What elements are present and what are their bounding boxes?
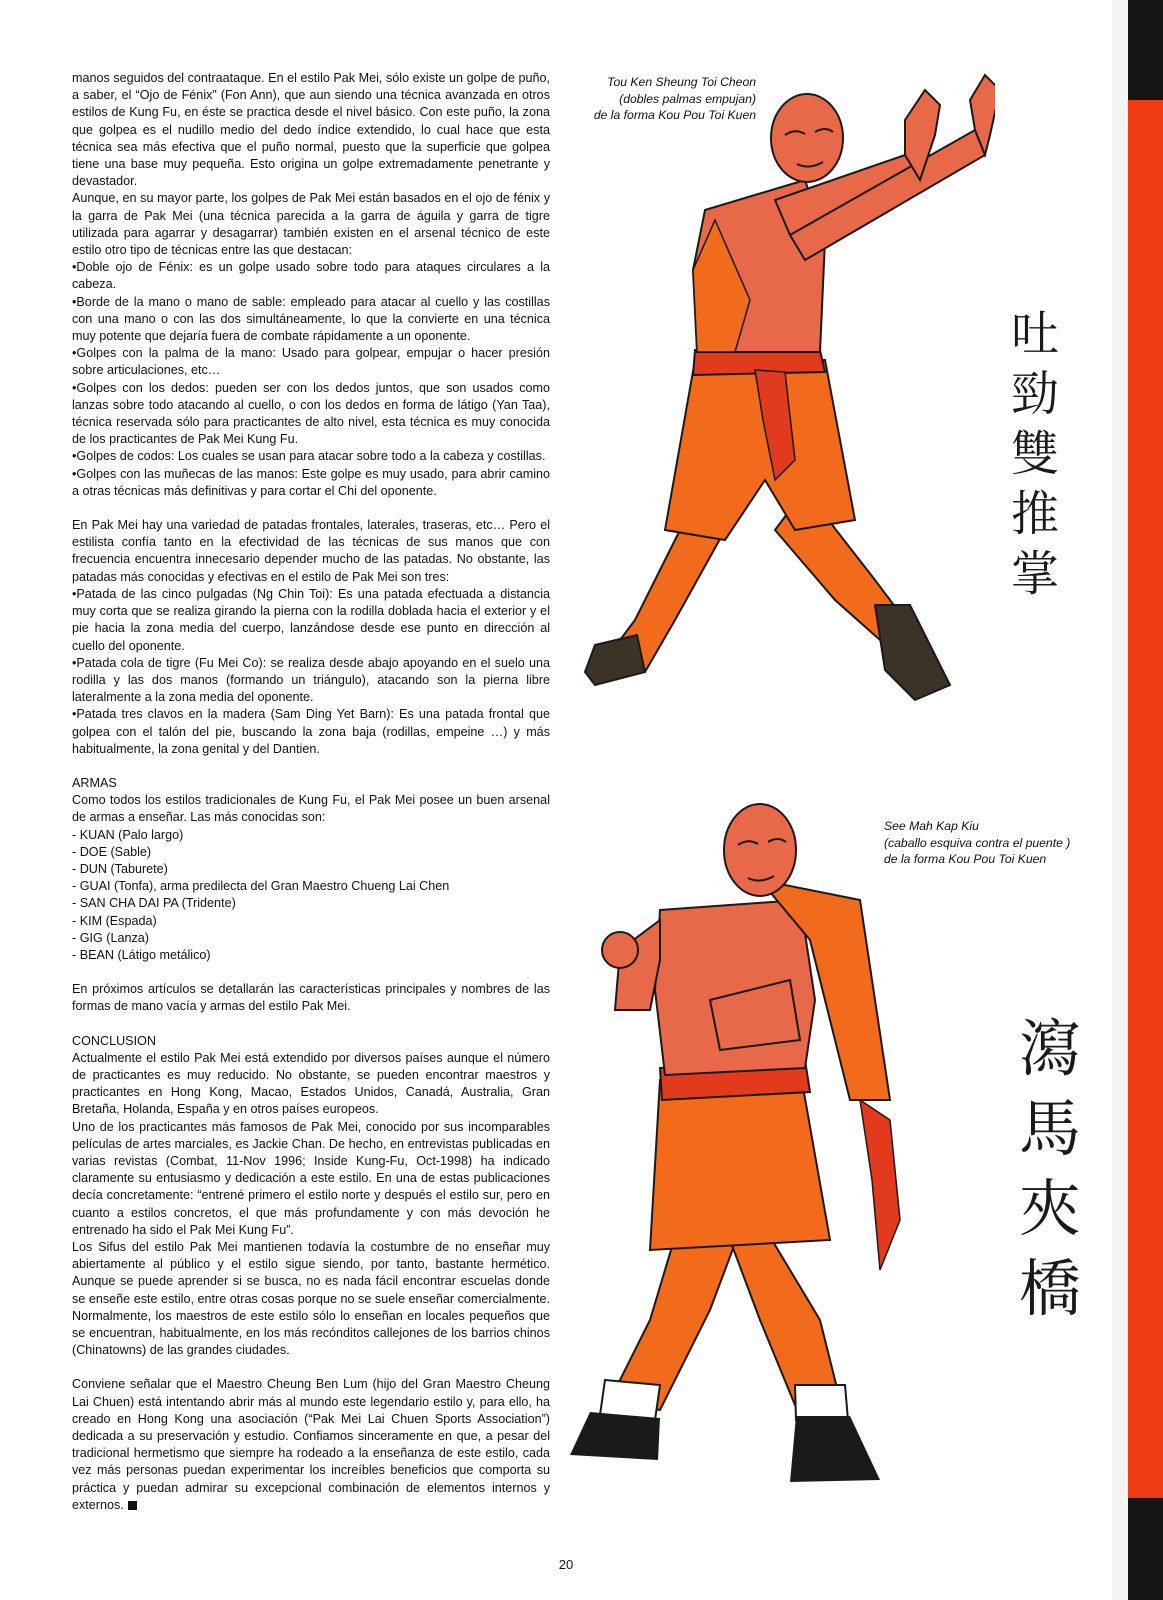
calligraphy-char: 橋 bbox=[1018, 1252, 1082, 1325]
calligraphy-char: 雙 bbox=[1010, 426, 1060, 482]
weapon-item: - KUAN (Palo largo) bbox=[72, 827, 184, 842]
weapon-item: - GUAI (Tonfa), arma predilecta del Gran Maestro Chueng Lai Chen bbox=[72, 879, 450, 894]
calligraphy-char: 掌 bbox=[1010, 546, 1060, 602]
weapon-item: - BEAN (Látigo metálico) bbox=[72, 947, 211, 962]
paragraph: En Pak Mei hay una variedad de patadas frontales, laterales, traseras, etc… Pero el estilista confía tanto en la efectividad de las técnicas de sus manos que con frecuencia encuentra innecesario depender mucho de las patadas. No obstante, las patadas más conocidas y efectivas en el estilo de Pak Mei son tres: bbox=[72, 518, 550, 584]
bullet-item: •Doble ojo de Fénix: es un golpe usado sobre todo para ataques circulares a la cabeza. bbox=[72, 260, 550, 292]
caption-line: Tou Ken Sheung Toi Cheon bbox=[607, 75, 756, 89]
page-edge-dark-top bbox=[1128, 0, 1163, 100]
calligraphy-char: 夾 bbox=[1018, 1172, 1082, 1245]
calligraphy-char: 瀉 bbox=[1018, 1012, 1082, 1085]
section-heading-conclusion: CONCLUSION bbox=[72, 1033, 156, 1048]
calligraphy-2 bbox=[1000, 1010, 1100, 1360]
page-edge-red bbox=[1128, 0, 1163, 1600]
caption-line: (caballo esquiva contra el puente ) bbox=[884, 835, 1071, 850]
page-number: 20 bbox=[558, 1557, 574, 1572]
binding-edge bbox=[1112, 0, 1128, 1600]
bullet-item: •Golpes de codos: Los cuales se usan para atacar sobre todo a la cabeza y costillas. bbox=[72, 449, 546, 464]
monk-illustration-bridge-stance bbox=[560, 800, 960, 1520]
monk-illustration-double-palms bbox=[575, 60, 995, 720]
paragraph-text: Conviene señalar que el Maestro Cheung Ben Lum (hijo del Gran Maestro Cheung Lai Chuen) está intentando abrir más al mundo este legendario estilo y, para ello, ha creado en Hong Kong una asociación (“Pak Mei Lai Chuen Sports Association”) dedicada a su preservación y estudio. Confiamos sinceramente en que, a pesar del tradicional hermetismo que siempre ha rodeado a la enseñanza de este estilo, cada vez más personas puedan experimentar los increíbles beneficios que comporta su práctica y puedan admirar su excepcional combinación de elementos internos y externos. bbox=[72, 1377, 550, 1512]
caption-line: de la forma Kou Pou Toi Kuen bbox=[593, 108, 756, 122]
bullet-item: •Golpes con la palma de la mano: Usado para golpear, empujar o hacer presión sobre articulaciones, etc… bbox=[72, 346, 550, 378]
calligraphy-char: 吐 bbox=[1010, 306, 1060, 362]
paragraph: Actualmente el estilo Pak Mei está extendido por diversos países aunque el número de practicantes es muy reducido. No obstante, se pueden encontrar maestros y practicantes en Hong Kong, Macao, Estados Unidos, Canadá, Australia, Gran Bretaña, Holanda, España y en otros países europeos. bbox=[72, 1050, 550, 1117]
bullet-item: •Patada cola de tigre (Fu Mei Co): se realiza desde abajo apoyando en el suelo una rodilla y las dos manos (formando un triángulo), atacando son la pierna libre lateralmente a la zona media del oponente. bbox=[72, 655, 550, 705]
paragraph: Los Sifus del estilo Pak Mei mantienen todavía la costumbre de no enseñar muy abiertamente al público y el estilo sigue siendo, por tanto, bastante hermético. Aunque se puede aprender si se busca, no es nada fácil encontrar escuelas donde se enseñe este estilo, entre otras cosas porque no se suele enseñar comercialmente. Normalmente, los maestros de este estilo sólo lo enseñan en locales pequeños que se encuentran, habitualmente, en los más recónditos callejones de los barrios chinos (Chinatowns) de las grandes ciudades. bbox=[72, 1240, 550, 1358]
bullet-item: •Golpes con los dedos: pueden ser con los dedos juntos, que son usados como lanzas sobre todo atacando al cuello, o con los dedos en forma de látigo (Yan Taa), técnica reservada sólo para practicantes de alto nivel, esta técnica es muy conocida de los practicantes de Pak Mei Kung Fu. bbox=[72, 380, 550, 447]
weapon-item: - SAN CHA DAI PA (Tridente) bbox=[72, 896, 236, 911]
caption-line: See Mah Kap Kiu bbox=[884, 819, 979, 833]
bullet-item: •Patada de las cinco pulgadas (Ng Chin Toi): Es una patada efectuada a distancia muy corta que se realiza girando la pierna con la rodilla doblada hacia el exterior y el pie hacia la zona media del cuerpo, lanzándose desde ese punto en dirección al cuello del oponente. bbox=[72, 586, 550, 653]
calligraphy-1 bbox=[990, 300, 1080, 620]
page-edge-dark-bottom bbox=[1128, 1498, 1163, 1600]
article-text bbox=[72, 70, 550, 1514]
paragraph bbox=[72, 1376, 550, 1514]
calligraphy-char: 勁 bbox=[1010, 366, 1060, 422]
calligraphy-char: 推 bbox=[1010, 486, 1060, 542]
paragraph: Uno de los practicantes más famosos de Pak Mei, conocido por sus incomparables películas de artes marciales, es Jackie Chan. De hecho, en entrevistas publicadas en varias revistas (Combat, 11-Nov 1996; Inside Kung-Fu, Oct-1998) ha indicado claramente su entusiasmo y dedicación a este estilo. En una de estas publicaciones decía concretamente: “entrené primero el estilo norte y después el estilo sur, pero en cuanto a estilos concretos, el que más profundamente y con más devoción he entrenado ha sido el Pak Mei Kung Fu”. bbox=[72, 1119, 550, 1237]
end-mark-icon bbox=[128, 1501, 137, 1510]
section-heading-armas: ARMAS bbox=[72, 775, 117, 790]
weapon-item: - DOE (Sable) bbox=[72, 844, 152, 859]
weapon-item: - KIM (Espada) bbox=[72, 913, 157, 928]
calligraphy-char: 馬 bbox=[1018, 1092, 1082, 1165]
bullet-item: •Patada tres clavos en la madera (Sam Ding Yet Barn): Es una patada frontal que golpea con el talón del pie, buscando la zona baja (rodillas, empeine …) y más habitualmente, la zona genital y del Dantien. bbox=[72, 707, 550, 756]
weapon-item: - GIG (Lanza) bbox=[72, 930, 149, 945]
bullet-item: •Borde de la mano o mano de sable: empleado para atacar al cuello y las costillas con una mano o con las dos simultáneamente, lo que la convierte en una técnica muy potente que dejaría fuera de combate rápidamente a un oponente. bbox=[72, 294, 550, 344]
bullet-item: •Golpes con las muñecas de las manos: Este golpe es muy usado, para abrir camino a otras técnicas más definitivas y para cortar el Chi del oponente. bbox=[72, 466, 550, 498]
caption-line: de la forma Kou Pou Toi Kuen bbox=[884, 852, 1047, 866]
paragraph: Aunque, en su mayor parte, los golpes de Pak Mei están basados en el ojo de fénix y la garra de Pak Mei (una técnica parecida a la garra de águila y garra de tigre utilizada para agarrar y desagarrar) también existen en el arsenal técnico de este estilo otro tipo de técnicas entre las que destacan: bbox=[72, 191, 550, 258]
paragraph: manos seguidos del contraataque. En el estilo Pak Mei, sólo existe un golpe de puño, a saber, el “Ojo de Fénix” (Fon Ann), que aun siendo una técnica avanzada en otros estilos de Kung Fu, en éste se practica desde el nivel básico. Con este puño, la zona que golpea es el nudillo medio del dedo índice extendido, lo cual hace que esta técnica sea más efectiva que el puño normal, puesto que la superficie que golpea tiene una base muy pequeña. Esto origina un golpe extremadamente penetrante y devastador. bbox=[72, 71, 550, 189]
caption-line: (dobles palmas empujan) bbox=[619, 91, 756, 106]
paragraph: En próximos artículos se detallarán las características principales y nombres de las formas de mano vacía y armas del estilo Pak Mei. bbox=[72, 982, 550, 1014]
paragraph: Como todos los estilos tradicionales de Kung Fu, el Pak Mei posee un buen arsenal de armas a enseñar. Las más conocidas son: bbox=[72, 793, 550, 825]
weapon-item: - DUN (Taburete) bbox=[72, 861, 168, 876]
